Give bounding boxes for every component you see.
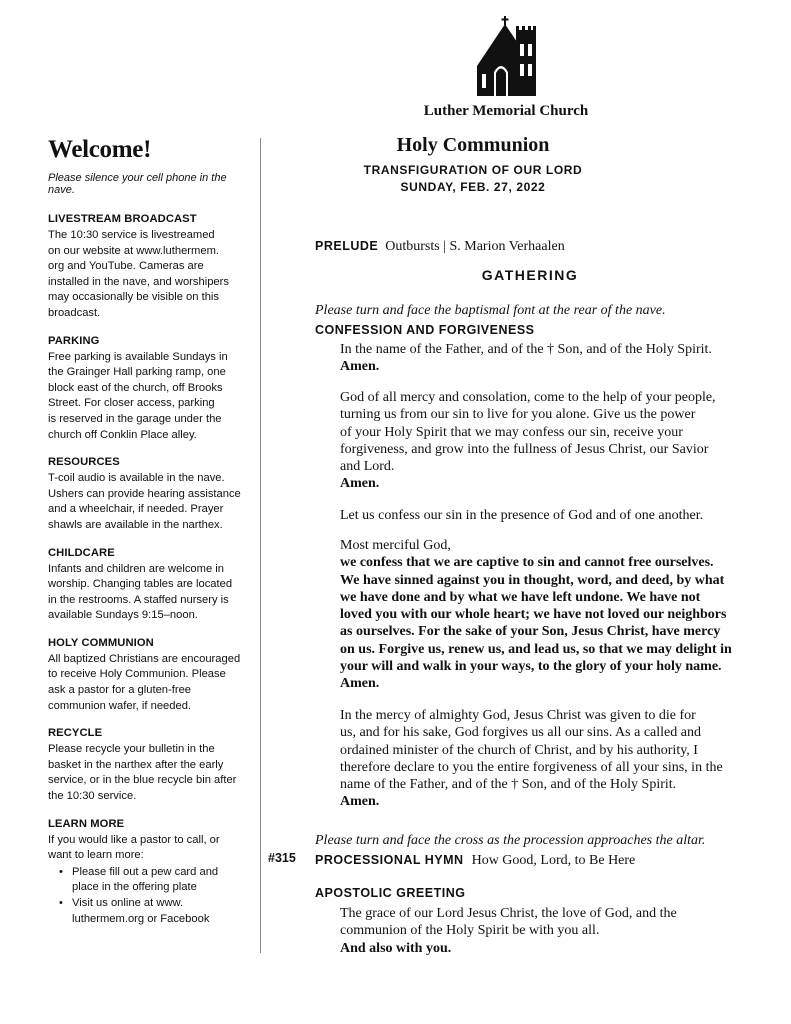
resources-section <box>48 456 253 533</box>
section-heading: LIVESTREAM BROADCAST <box>48 213 197 225</box>
amen-response: Amen. <box>340 794 380 810</box>
amen-response: Amen. <box>340 359 380 375</box>
occasion: TRANSFIGURATION OF OUR LORD <box>363 163 583 177</box>
confession-call: Let us confess our sin in the presence of God and of one another. <box>340 508 704 523</box>
section-body: If you would like a pastor to call, or want to learn more: <box>48 833 220 862</box>
section-heading: RECYCLE <box>48 727 103 740</box>
confession-block <box>315 537 745 693</box>
section-heading: HOLY COMMUNION <box>48 636 154 649</box>
learn-more-list <box>48 865 253 927</box>
rubric-font: Please turn and face the baptismal font at the rear of the nave. <box>315 303 666 318</box>
section-body: Infants and children are welcome in worship. Changing tables are located in the restrooms. A staffed nursery is available Sundays 9:15–noon. <box>48 562 233 622</box>
section-heading: CHILDCARE <box>48 546 115 559</box>
prelude-label: PRELUDE <box>315 239 379 253</box>
list-item: • Visit us online at www. luthermem.org or Facebook <box>72 896 253 927</box>
section-heading: RESOURCES <box>48 456 120 469</box>
livestream-section <box>48 213 253 322</box>
absolution-text: In the mercy of almighty God, Jesus Christ was given to die for us, and for his sake, God forgives us all our sins. As a called and ordained minister of the church of Christ, and by his authority, I therefore declare to you the entire forgiveness of all your sins, in the name of the Father, and of the † Son, and of the Holy Spirit. <box>340 708 723 793</box>
amen-response: Amen. <box>340 676 380 692</box>
most-merciful: Most merciful God, <box>340 538 451 553</box>
holy-communion-section <box>48 637 253 714</box>
confession-heading: CONFESSION AND FORGIVENESS <box>315 323 535 337</box>
service-title: Holy Communion <box>396 134 550 156</box>
gathering-heading: GATHERING <box>481 267 579 283</box>
column-divider <box>260 138 261 953</box>
prelude-text: Outbursts | S. Marion Verhaalen <box>385 239 565 254</box>
greeting-block <box>315 905 745 957</box>
list-item: • Please fill out a pew card and place in the offering plate <box>72 865 253 896</box>
prayer-block <box>315 389 745 493</box>
welcome-title: Welcome! <box>48 136 152 163</box>
prelude-line <box>315 239 565 255</box>
section-body: Free parking is available Sundays in the Grainger Hall parking ramp, one block east of the church, off Brooks Street. For closer access, parking is reserved in the garage under the church off Conklin Place alley. <box>48 350 228 441</box>
order-of-service <box>315 134 745 956</box>
hymn-title: How Good, Lord, to Be Here <box>471 853 636 868</box>
silence-note: Please silence your cell phone in the nave. <box>48 172 227 196</box>
greeting-response: And also with you. <box>340 940 452 956</box>
church-name: Luther Memorial Church <box>423 103 589 119</box>
section-body: T-coil audio is available in the nave. Ushers can provide hearing assistance and a wheelchair, if needed. Prayer shawls are available in the narthex. <box>48 472 241 531</box>
welcome-sidebar <box>48 136 253 940</box>
invocation: In the name of the Father, and of the † Son, and of the Holy Spirit. <box>340 342 712 357</box>
amen-response: Amen. <box>340 476 380 492</box>
prayer-text: God of all mercy and consolation, come to the help of your people, turning us from our sin to live for you alone. Give us the power of your Holy Spirit that we may confess our sin, receive your forgiveness, and grow into the fullness of Jesus Christ, our Savior and Lord. <box>340 390 716 475</box>
processional-hymn-line <box>315 851 745 869</box>
hymn-number: #315 <box>268 851 296 865</box>
church-building-icon <box>474 16 538 96</box>
section-body: The 10:30 service is livestreamed on our website at www.luthermem. org and YouTube. Cameras are installed in the nave, and worshipers may occasionally be visible on this broadcast. <box>48 229 229 319</box>
section-body: Please recycle your bulletin in the basket in the narthex after the early service, or in the blue recycle bin after the 10:30 service. <box>48 743 237 803</box>
absolution-block <box>315 707 745 811</box>
confession-text: we confess that we are captive to sin and cannot free ourselves. We have sinned against you in thought, word, and deed, by what we have done and by what we have left undone. We have not loved you with our whole heart; we have not loved our neighbors as ourselves. For the sake of your Son, Jesus Christ, have mercy on us. Forgive us, renew us, and lead us, so that we may delight in your will and walk in your ways, to the glory of your holy name. <box>340 555 732 675</box>
greeting-text: The grace of our Lord Jesus Christ, the love of God, and the communion of the Holy Spirit be with you all. <box>340 906 677 939</box>
section-heading: LEARN MORE <box>48 817 125 830</box>
section-heading: PARKING <box>48 334 100 347</box>
rubric-cross: Please turn and face the cross as the procession approaches the altar. <box>315 833 706 848</box>
service-date: SUNDAY, FEB. 27, 2022 <box>400 180 546 194</box>
hymn-label: PROCESSIONAL HYMN <box>315 853 464 867</box>
section-body: All baptized Christians are encouraged to receive Holy Communion. Please ask a pastor for a gluten-free communion wafer, if needed. <box>48 652 241 712</box>
childcare-section <box>48 547 253 624</box>
parking-section <box>48 335 253 444</box>
greeting-heading: APOSTOLIC GREETING <box>315 886 466 900</box>
recycle-section <box>48 727 253 804</box>
invocation-block <box>315 341 745 376</box>
learn-more-section <box>48 818 253 928</box>
